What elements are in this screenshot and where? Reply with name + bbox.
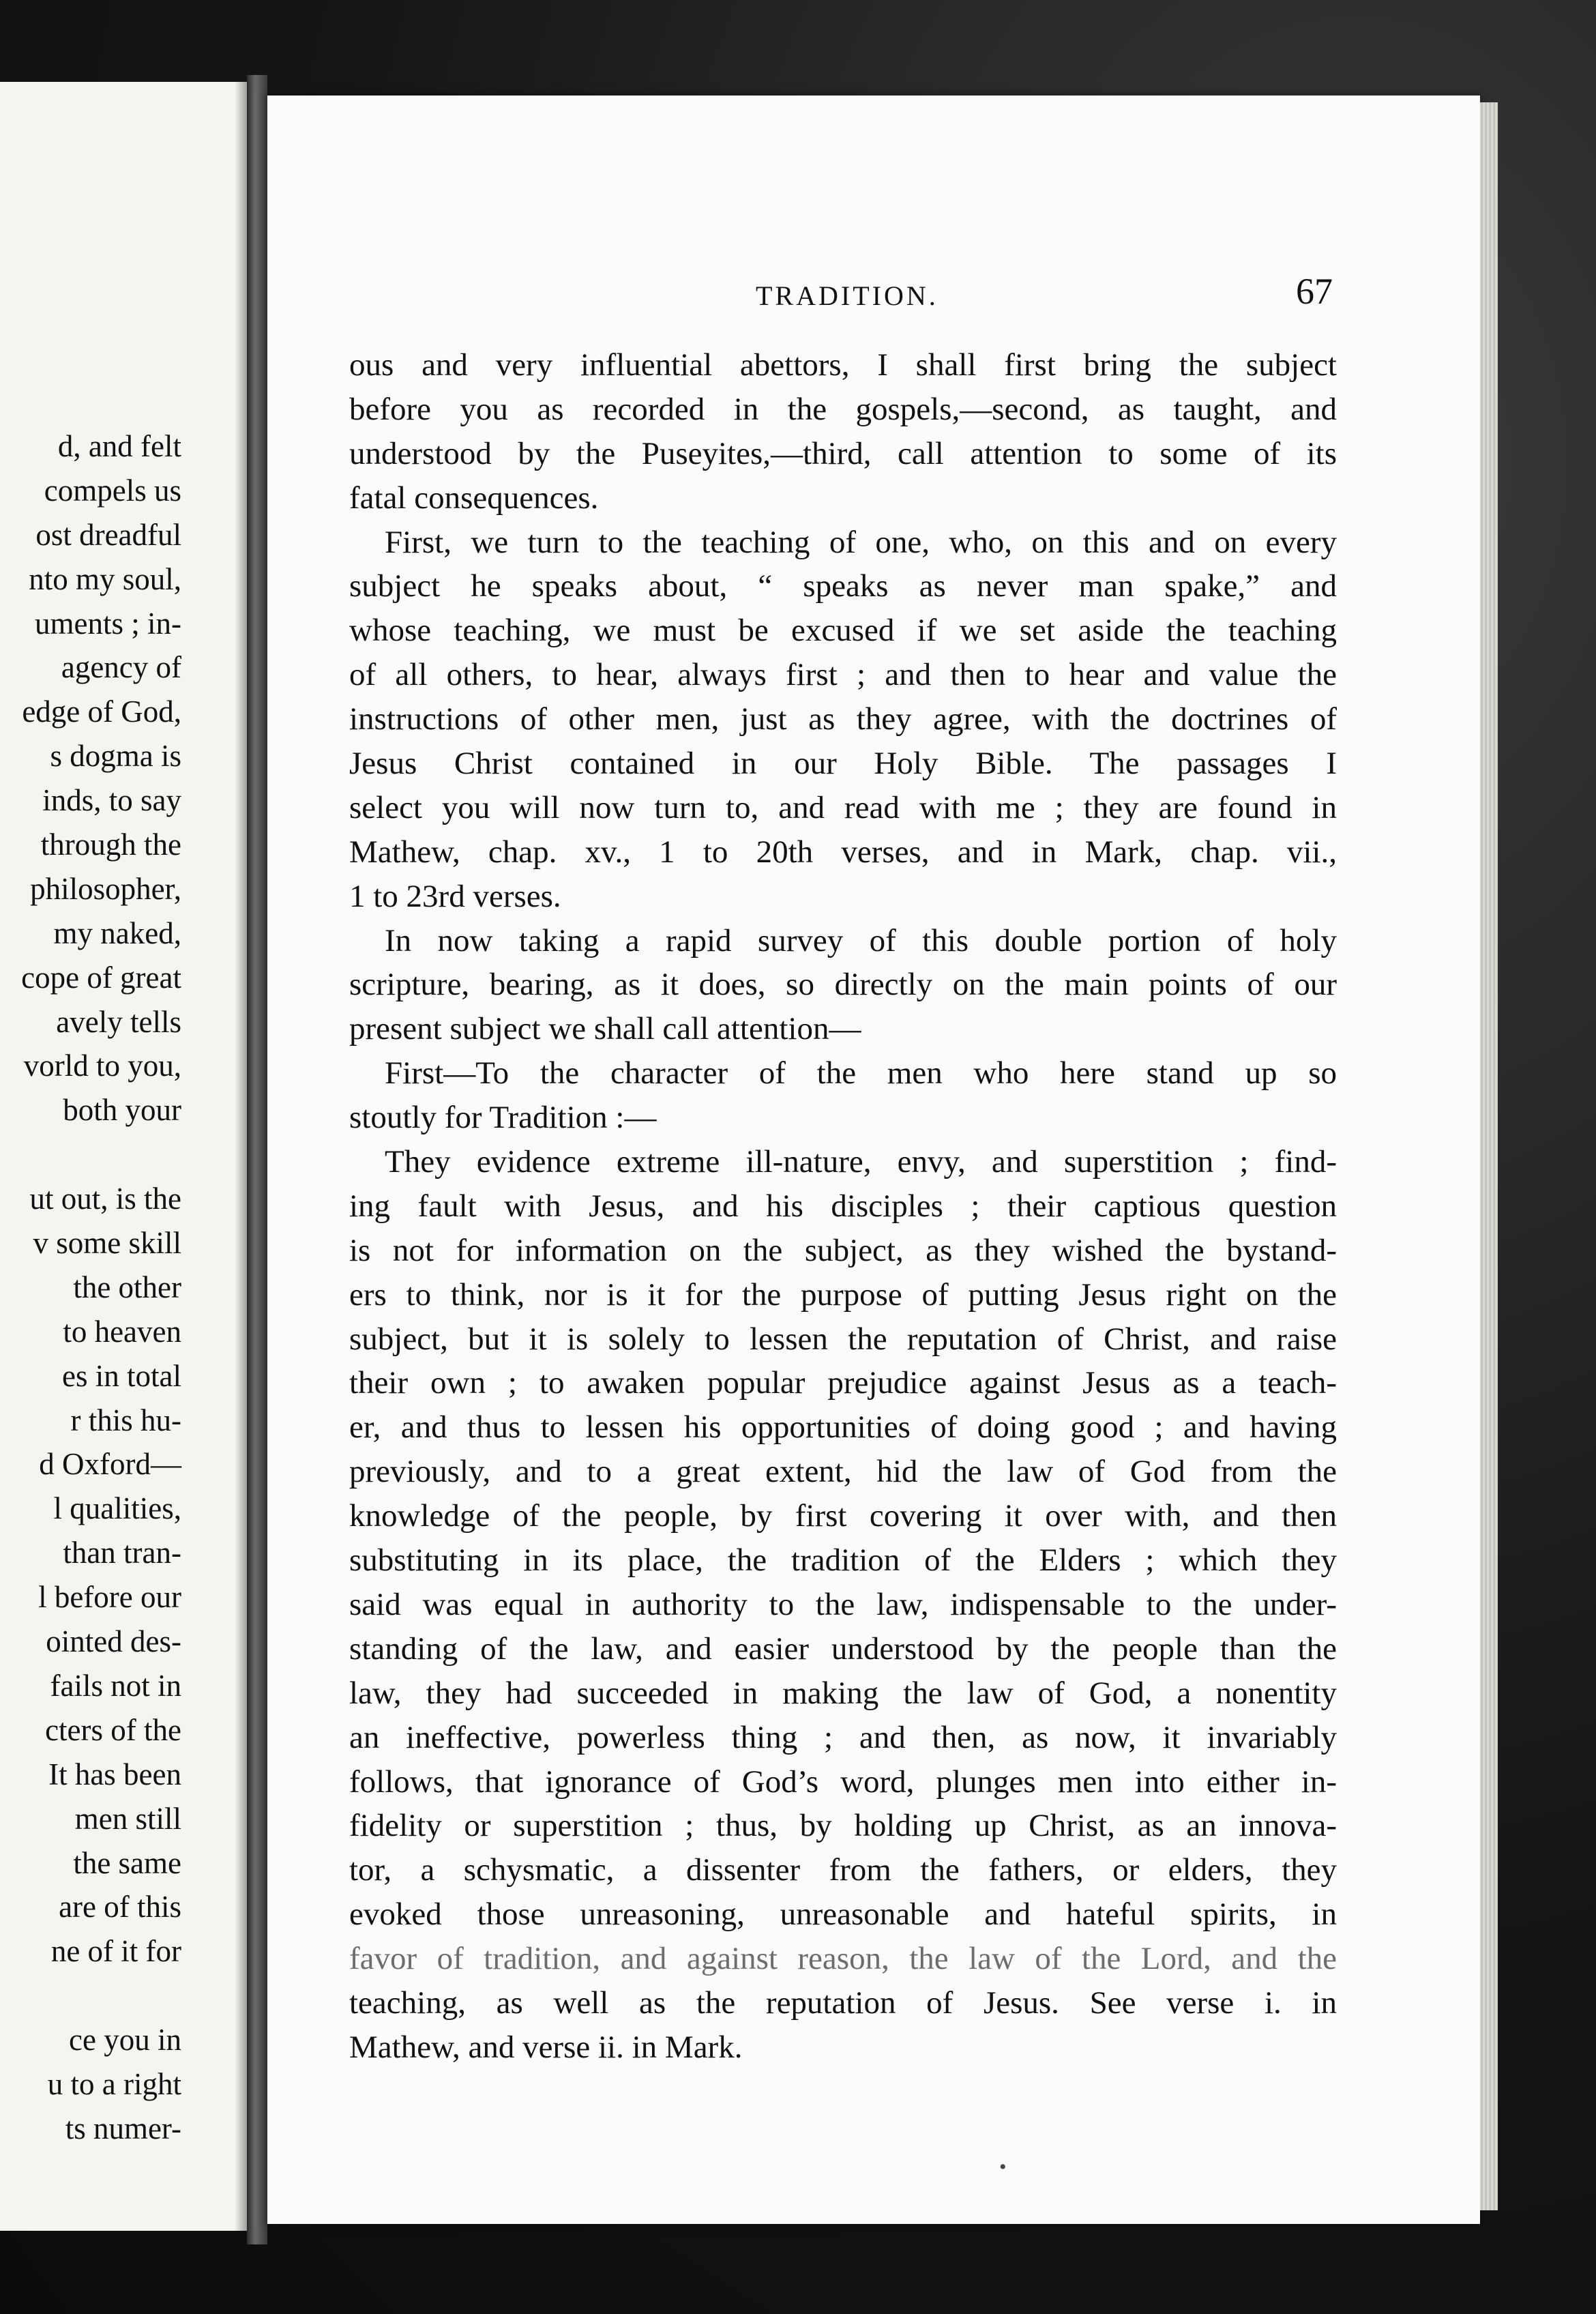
left-page-line: u to a right bbox=[47, 2066, 181, 2101]
left-page-line: ne of it for bbox=[50, 1934, 181, 1969]
left-page-line: my naked, bbox=[53, 916, 181, 950]
text-line: They evidence extreme ill-nature, envy, and superstition ; find- bbox=[385, 1144, 1337, 1180]
left-page-line: to heaven bbox=[63, 1314, 181, 1349]
text-line: subject he speaks about, “ speaks as never man spake,” and bbox=[349, 568, 1337, 604]
text-line: instructions of other men, just as they agree, with the doctrines of bbox=[349, 701, 1337, 737]
running-title: TRADITION. bbox=[756, 280, 939, 311]
text-line: said was equal in authority to the law, indispensable to the under- bbox=[349, 1586, 1337, 1622]
left-page bbox=[0, 82, 247, 2231]
left-page-line: both your bbox=[63, 1093, 181, 1128]
page-number: 67 bbox=[1296, 271, 1333, 312]
left-page-line: vorld to you, bbox=[23, 1049, 181, 1083]
left-page-line: ost dreadful bbox=[35, 517, 181, 552]
left-page-line bbox=[0, 1132, 181, 1177]
text-line: present subject we shall call attention— bbox=[349, 1011, 861, 1047]
text-line: teaching, as well as the reputation of Jesus. See verse i. in bbox=[349, 1985, 1337, 2021]
left-page-line: It has been bbox=[48, 1757, 181, 1791]
text-line: ers to think, nor is it for the purpose of putting Jesus right on the bbox=[349, 1276, 1337, 1313]
left-page-line: compels us bbox=[44, 473, 181, 508]
text-line: tor, a schysmatic, a dissenter from the fathers, or elders, they bbox=[349, 1852, 1337, 1888]
page-edges bbox=[1480, 102, 1498, 2210]
book-gutter bbox=[247, 75, 267, 2244]
text-line: scripture, bearing, as it does, so directly on the main points of our bbox=[349, 967, 1337, 1003]
text-line: standing of the law, and easier understood by the people than the bbox=[349, 1630, 1337, 1667]
left-page-line: nto my soul, bbox=[29, 561, 181, 596]
left-page-text bbox=[0, 424, 181, 2151]
text-line: their own ; to awaken popular prejudice against Jesus as a teach- bbox=[349, 1365, 1337, 1401]
text-line: knowledge of the people, by first covering it over with, and then bbox=[349, 1498, 1337, 1534]
body-text bbox=[349, 343, 1337, 2070]
text-line: In now taking a rapid survey of this double portion of holy bbox=[385, 922, 1337, 958]
left-page-line: the same bbox=[73, 1845, 181, 1880]
left-page-line: fails not in bbox=[50, 1668, 181, 1703]
left-page-line: through the bbox=[40, 828, 181, 862]
text-line: Jesus Christ contained in our Holy Bible. The passages I bbox=[349, 746, 1337, 782]
text-line: substituting in its place, the tradition of the Elders ; which they bbox=[349, 1542, 1337, 1579]
text-line: evoked those unreasoning, unreasonable and hateful spirits, in bbox=[349, 1896, 1337, 1933]
text-line: First, we turn to the teaching of one, who, on this and on every bbox=[385, 524, 1337, 560]
text-line: stoutly for Tradition :— bbox=[349, 1100, 657, 1136]
text-line: previously, and to a great extent, hid the law of God from the bbox=[349, 1454, 1337, 1490]
text-line: ing fault with Jesus, and his disciples ; their captious question bbox=[349, 1188, 1337, 1224]
text-line: an ineffective, powerless thing ; and then, as now, it invariably bbox=[349, 1719, 1337, 1755]
text-line: follows, that ignorance of God’s word, plunges men into either in- bbox=[349, 1763, 1337, 1800]
left-page-line: than tran- bbox=[63, 1536, 181, 1570]
left-page-line: ut out, is the bbox=[29, 1182, 181, 1216]
text-line: ous and very influential abettors, I shall first bring the subject bbox=[349, 347, 1337, 383]
left-page-line: agency of bbox=[61, 650, 181, 685]
text-line: fatal consequences. bbox=[349, 480, 599, 516]
left-page-line: ce you in bbox=[69, 2023, 181, 2057]
left-page-line: cters of the bbox=[45, 1712, 181, 1747]
left-page-line bbox=[0, 1974, 181, 2018]
left-page-line: are of this bbox=[59, 1890, 181, 1924]
left-page-line: l before our bbox=[38, 1580, 181, 1615]
text-line: select you will now turn to, and read with me ; they are found in bbox=[349, 789, 1337, 825]
text-line: Mathew, chap. xv., 1 to 20th verses, and in Mark, chap. vii., bbox=[349, 834, 1337, 870]
text-line: subject, but it is solely to lessen the reputation of Christ, and raise bbox=[349, 1321, 1337, 1357]
left-page-line: the other bbox=[73, 1270, 181, 1304]
left-page-line: avely tells bbox=[56, 1004, 181, 1039]
left-page-line: d, and felt bbox=[57, 429, 181, 463]
left-page-edge-shadow bbox=[235, 82, 247, 2231]
left-page-line: es in total bbox=[62, 1358, 181, 1393]
text-line: whose teaching, we must be excused if we set aside the teaching bbox=[349, 613, 1337, 649]
text-line: 1 to 23rd verses. bbox=[349, 878, 561, 914]
text-line: before you as recorded in the gospels,—second, as taught, and bbox=[349, 391, 1337, 427]
text-line: understood by the Puseyites,—third, call attention to some of its bbox=[349, 435, 1337, 471]
left-page-line: r this hu- bbox=[70, 1403, 181, 1437]
text-line: law, they had succeeded in making the law of God, a nonentity bbox=[349, 1675, 1337, 1711]
text-line: fidelity or superstition ; thus, by holding up Christ, as an innova- bbox=[349, 1808, 1337, 1844]
text-line: Mathew, and verse ii. in Mark. bbox=[349, 2029, 743, 2065]
text-line: is not for information on the subject, as they wished the bystand- bbox=[349, 1232, 1337, 1268]
text-line: favor of tradition, and against reason, the law of the Lord, and the bbox=[349, 1941, 1337, 1977]
left-page-line: d Oxford— bbox=[39, 1447, 181, 1482]
left-page-line: cope of great bbox=[21, 960, 181, 995]
left-page-line: uments ; in- bbox=[35, 606, 181, 641]
left-page-line: edge of God, bbox=[22, 694, 181, 729]
left-page-line: men still bbox=[74, 1801, 181, 1836]
text-line: of all others, to hear, always first ; and then to hear and value the bbox=[349, 657, 1337, 693]
left-page-line: v some skill bbox=[33, 1226, 181, 1261]
footer-mark: • bbox=[999, 2156, 1007, 2178]
left-page-line: ointed des- bbox=[46, 1624, 181, 1659]
left-page-line: inds, to say bbox=[42, 783, 181, 818]
text-line: er, and thus to lessen his opportunities of doing good ; and having bbox=[349, 1409, 1337, 1446]
text-line: First—To the character of the men who here stand up so bbox=[385, 1055, 1337, 1092]
left-page-line: s dogma is bbox=[50, 739, 181, 774]
left-page-line: philosopher, bbox=[30, 871, 181, 906]
left-page-line: l qualities, bbox=[53, 1491, 181, 1526]
left-page-line: ts numer- bbox=[65, 2111, 181, 2145]
